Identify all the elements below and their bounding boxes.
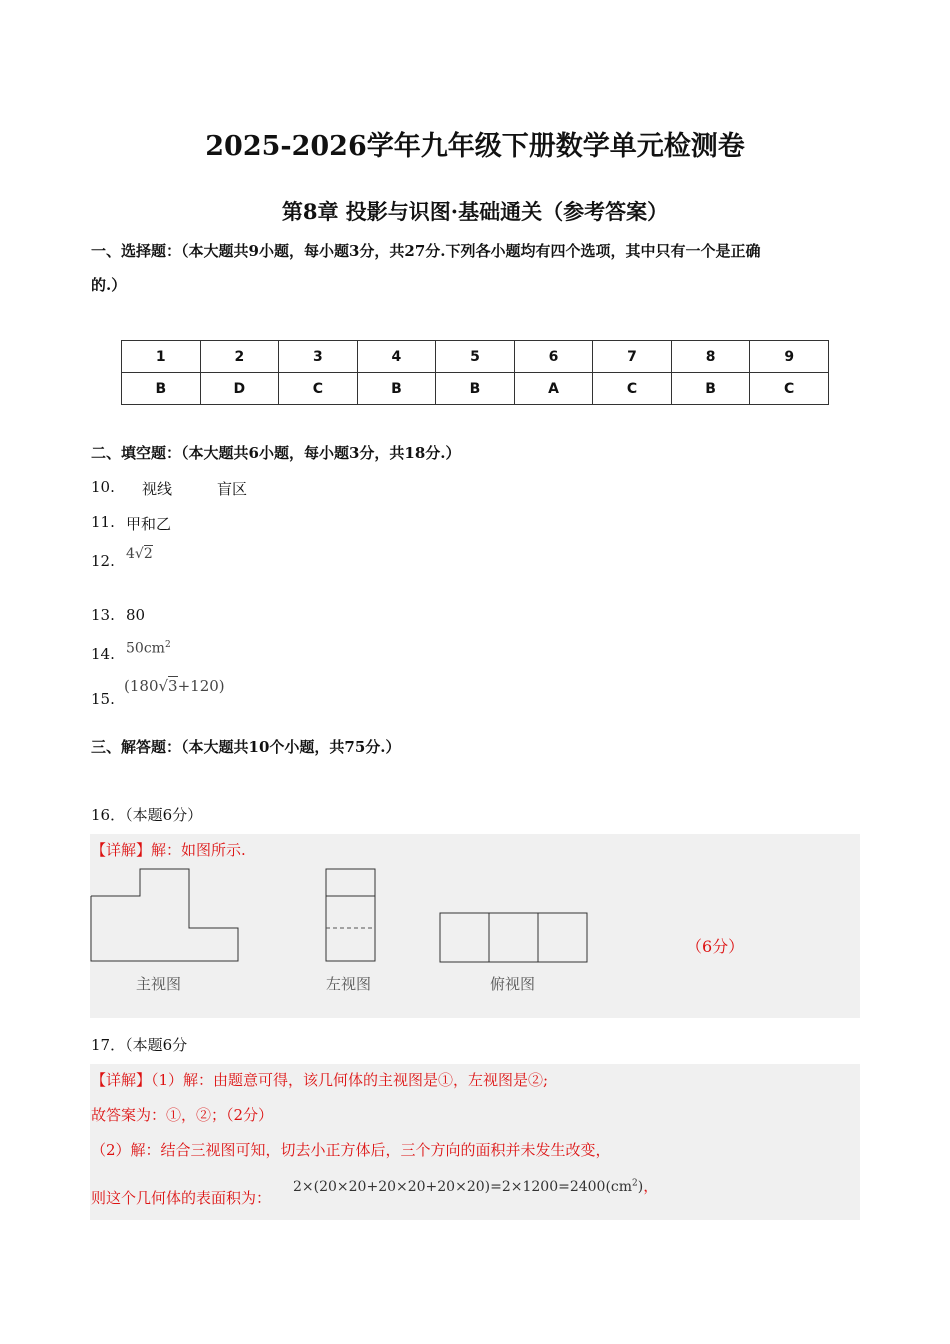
- table-cell: 1: [122, 341, 201, 373]
- q17-line4: 则这个几何体的表面积为：: [91, 1189, 272, 1207]
- q17-line3: （2）解：结合三视图可知，切去小正方体后，三个方向的面积并未发生改变，: [91, 1141, 611, 1159]
- section1-heading-cont: 的.）: [91, 276, 127, 294]
- table-cell: A: [514, 373, 593, 405]
- sqrt-symbol: √: [134, 546, 144, 562]
- q17-trailing-comma: ，: [643, 1177, 659, 1195]
- table-cell: C: [750, 373, 829, 405]
- q13-answer: 80: [126, 606, 146, 624]
- table-cell: B: [436, 373, 515, 405]
- table-cell: 4: [357, 341, 436, 373]
- q10-answer-1: 视线: [142, 480, 173, 498]
- top-view-shape: [440, 913, 587, 962]
- table-cell: 2: [200, 341, 279, 373]
- detail-tag: 【详解】: [91, 841, 152, 859]
- q14-value: 50cm: [126, 640, 165, 657]
- q15-right: +120): [177, 677, 225, 695]
- q13-number: 13.: [91, 606, 115, 624]
- table-cell: 9: [750, 341, 829, 373]
- table-cell: 7: [593, 341, 672, 373]
- q10-number: 10.: [91, 478, 115, 496]
- left-view-shape: [326, 869, 375, 961]
- left-view-caption: 左视图: [326, 975, 372, 993]
- q14-number: 14.: [91, 645, 115, 663]
- q11-answer: 甲和乙: [126, 515, 172, 533]
- table-cell: C: [593, 373, 672, 405]
- q15-number: 15.: [91, 690, 115, 708]
- table-cell: 8: [671, 341, 750, 373]
- q16-label: 16．（本题6分）: [91, 806, 203, 824]
- table-cell: B: [122, 373, 201, 405]
- q17-line2: 故答案为：①，②；（2分）: [91, 1106, 274, 1124]
- section1-heading: 一、选择题：（本大题共9小题，每小题3分，共27分.下列各小题均有四个选项，其中只有一个是正确: [91, 242, 761, 260]
- q17-line1: [91, 1069, 548, 1090]
- sqrt-symbol: √: [158, 677, 169, 695]
- q17-label: 17．（本题6分: [91, 1036, 188, 1054]
- section2-heading: 二、填空题：（本大题共6小题，每小题3分，共18分.）: [91, 444, 461, 462]
- q10-answer-2: 盲区: [217, 480, 248, 498]
- q16-detail-text: 解：如图所示.: [151, 841, 246, 859]
- q17-formula-end: ): [637, 1179, 644, 1195]
- table-cell: B: [671, 373, 750, 405]
- front-view-caption: 主视图: [136, 975, 182, 993]
- q17-line1-text: （1）解：由题意可得，该几何体的主视图是①，左视图是②;: [151, 1071, 549, 1089]
- front-view-shape: [91, 869, 238, 961]
- detail-tag: 【详解】: [91, 1071, 152, 1089]
- table-cell: 3: [279, 341, 358, 373]
- page-subtitle: 第8章 投影与识图·基础通关（参考答案）: [281, 199, 669, 224]
- table-cell: 6: [514, 341, 593, 373]
- table-cell: B: [357, 373, 436, 405]
- q17-formula: [293, 1175, 658, 1196]
- page-title: 2025-2026学年九年级下册数学单元检测卷: [205, 131, 745, 162]
- q17-formula-main: 2×(20×20+20×20+20×20)=2×1200=2400(cm: [293, 1179, 633, 1195]
- q11-number: 11.: [91, 513, 115, 531]
- table-cell: C: [279, 373, 358, 405]
- table-cell: 5: [436, 341, 515, 373]
- q15-left: (180: [124, 677, 159, 695]
- section3-heading: 三、解答题：（本大题共10个小题，共75分.）: [91, 738, 401, 756]
- q16-score: （6分）: [686, 937, 745, 956]
- top-view-caption: 俯视图: [490, 975, 536, 993]
- q15-radicand: 3: [168, 677, 178, 695]
- q12-coefficient: 4: [126, 546, 135, 562]
- table-cell: D: [200, 373, 279, 405]
- q12-number: 12.: [91, 552, 115, 570]
- q14-exponent: 2: [164, 640, 171, 650]
- q12-radicand: 2: [143, 546, 153, 562]
- q17-formula-exponent: 2: [632, 1178, 638, 1189]
